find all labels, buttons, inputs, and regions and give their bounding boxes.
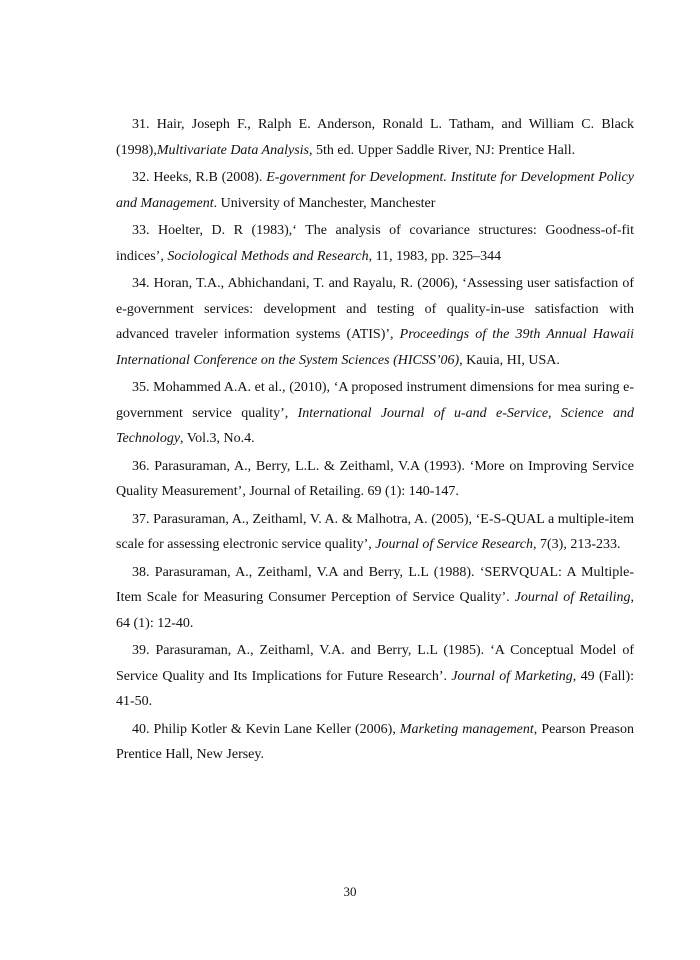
reference-text: Pearson Preason Prentice Hall, New Jersey. xyxy=(116,721,634,762)
reference-text: 31. Hair, Joseph F., Ralph E. Anderson, Ronald L. Tatham, and William C. Black (1998), xyxy=(116,117,634,158)
reference-text: , 7(3), 213-233. xyxy=(533,537,621,552)
page-number: 30 xyxy=(343,884,357,899)
reference-title: Multivariate Data Analysis xyxy=(156,142,310,158)
reference-title: Proceedings of the 39th Annual Hawaii International Conference on the System Sciences (HICSS’06) xyxy=(116,327,634,368)
reference-title: Journal of Retailing xyxy=(514,590,631,605)
reference-title: Marketing management, xyxy=(399,721,538,737)
reference-item xyxy=(116,454,634,505)
reference-text: , 64 (1): 12-40. xyxy=(116,590,634,631)
reference-title: Journal of Service Research xyxy=(375,537,534,552)
reference-text: . University of Manchester, Manchester xyxy=(213,195,436,211)
reference-text: , Vol.3, No.4. xyxy=(180,431,255,446)
reference-text: 34. Horan, T.A., Abhichandani, T. and Rayalu, R. (2006), ‘Assessing user satisfaction of e-government services: development and testing of quality-in-use satisfaction with advanced traveler information systems (ATIS)’, xyxy=(116,276,634,342)
reference-text: 35. Mohammed A.A. et al., (2010), ‘A proposed instrument dimensions for mea suring e-government service quality’, xyxy=(116,380,634,421)
reference-item xyxy=(116,375,634,452)
reference-item xyxy=(116,165,634,216)
reference-text: 32. Heeks, R.B (2008). xyxy=(132,170,267,185)
reference-item xyxy=(116,112,634,163)
reference-text: 38. Parasuraman, A., Zeithaml, V.A and Berry, L.L (1988). ‘SERVQUAL: A Multiple-Item Scale for Measuring Consumer Perception of Service Quality’. xyxy=(116,564,634,605)
reference-item xyxy=(116,507,634,558)
reference-text: , 49 (Fall): 41-50. xyxy=(116,668,634,709)
reference-item xyxy=(116,560,634,637)
reference-text: 40. Philip Kotler & Kevin Lane Keller (2006), xyxy=(132,721,400,737)
reference-text: 33. Hoelter, D. R (1983),‘ The analysis of covariance structures: Goodness-of-fit indices’, xyxy=(116,223,634,264)
reference-item xyxy=(116,638,634,715)
reference-text: 37. Parasuraman, A., Zeithaml, V. A. & Malhotra, A. (2005), ‘E-S-QUAL a multiple-item scale for assessing electronic service quality’, xyxy=(116,511,634,552)
reference-title: Journal of Marketing xyxy=(451,668,573,684)
reference-list xyxy=(116,112,634,770)
reference-item xyxy=(116,218,634,269)
reference-item xyxy=(116,271,634,373)
reference-text: , 5th ed. Upper Saddle River, NJ: Prentice Hall. xyxy=(309,142,576,158)
reference-text: , 11, 1983, pp. 325–344 xyxy=(368,248,502,264)
reference-text: 39. Parasuraman, A., Zeithaml, V.A. and Berry, L.L (1985). ‘A Conceptual Model of Service Quality and Its Implications for Future Research’. xyxy=(116,643,634,684)
reference-title: International Journal of u-and e-Service, Science and Technology xyxy=(116,405,634,446)
reference-text: , Kauia, HI, USA. xyxy=(459,352,560,368)
reference-item xyxy=(116,717,634,768)
reference-title: E-government for Development. Institute for Development Policy and Management xyxy=(116,170,634,211)
reference-text: 36. Parasuraman, A., Berry, L.L. & Zeithaml, V.A (1993). ‘More on Improving Service Quality Measurement’, Journal of Retailing. 69 (1): 140-147. xyxy=(116,458,634,499)
reference-title: Sociological Methods and Research xyxy=(167,248,369,264)
